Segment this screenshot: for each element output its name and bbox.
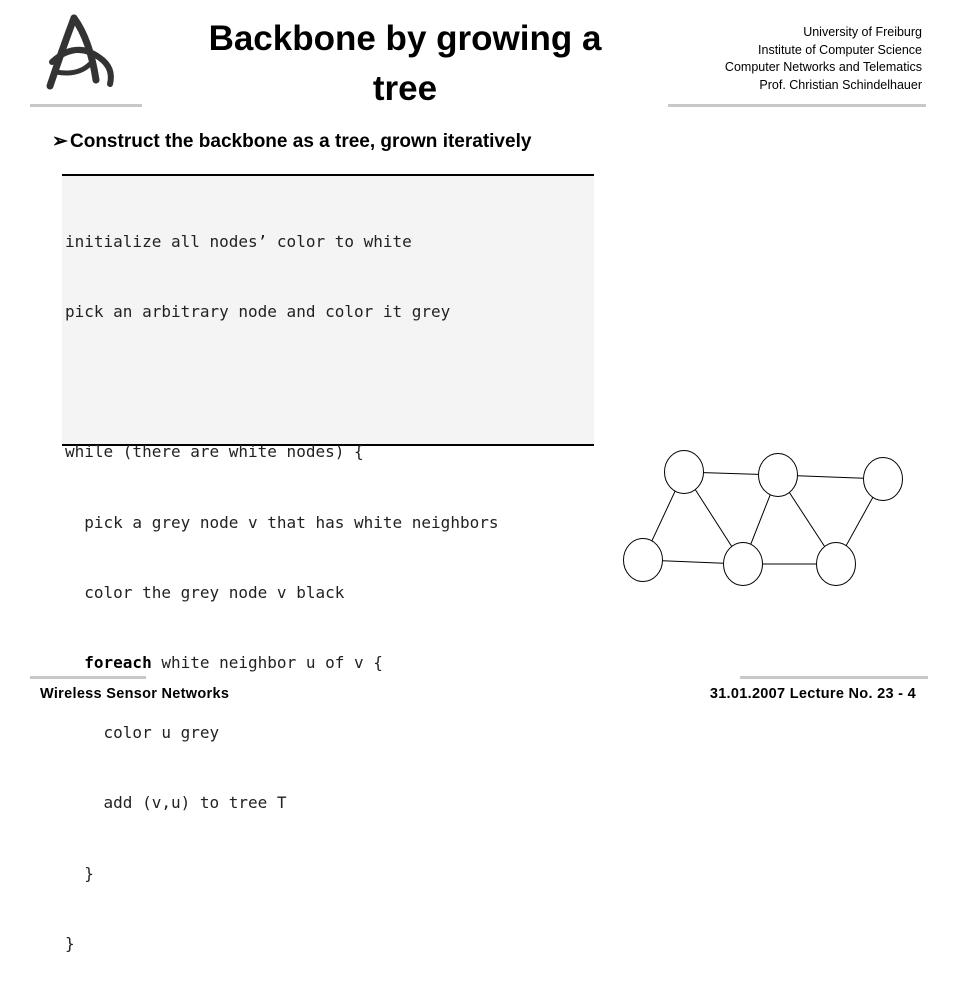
affiliation-block bbox=[725, 24, 922, 94]
graph-node bbox=[817, 543, 856, 586]
graph-edge bbox=[695, 488, 733, 547]
code-line: initialize all nodes’ color to white bbox=[65, 231, 412, 251]
footer-divider-left bbox=[30, 676, 146, 679]
code-line: while (there are white nodes) { bbox=[65, 442, 364, 462]
graph-node bbox=[724, 543, 763, 586]
graph-diagram bbox=[600, 440, 930, 600]
title-line-2: tree bbox=[372, 69, 438, 108]
affiliation-professor: Prof. Christian Schindelhauer bbox=[759, 77, 922, 92]
graph-edge bbox=[845, 496, 873, 547]
affiliation-university: University of Freiburg bbox=[803, 25, 922, 39]
graph-edge bbox=[797, 476, 863, 479]
code-line: foreach white neighbor u of v { bbox=[84, 653, 383, 673]
code-line: } bbox=[65, 933, 75, 953]
code-line bbox=[65, 370, 498, 393]
affiliation-group: Computer Networks and Telematics bbox=[724, 60, 922, 74]
foreach-keyword: foreach bbox=[84, 653, 152, 673]
header-divider-left bbox=[30, 104, 142, 107]
freiburg-logo-icon bbox=[30, 10, 145, 115]
graph-node bbox=[665, 451, 704, 494]
code-line: color u grey bbox=[103, 723, 220, 743]
graph-node bbox=[864, 458, 903, 501]
graph-node bbox=[759, 454, 798, 497]
bullet-point bbox=[52, 130, 531, 153]
university-logo bbox=[30, 10, 145, 115]
footer-divider-right bbox=[740, 676, 928, 679]
graph-edge bbox=[662, 561, 723, 563]
graph-edge bbox=[750, 493, 771, 546]
network-graph bbox=[600, 440, 930, 600]
code-line: pick a grey node v that has white neighbors bbox=[84, 512, 499, 532]
code-line: color the grey node v black bbox=[84, 582, 345, 602]
bullet-arrow-icon: ➢ bbox=[52, 131, 68, 152]
graph-edge bbox=[651, 490, 676, 543]
bullet-text: Construct the backbone as a tree, grown iteratively bbox=[70, 131, 532, 152]
pseudocode bbox=[65, 183, 498, 1002]
graph-edge bbox=[789, 491, 826, 547]
course-name: Wireless Sensor Networks bbox=[40, 686, 230, 702]
graph-node bbox=[624, 539, 663, 582]
header-divider-right bbox=[668, 104, 926, 107]
lecture-info: 31.01.2007 Lecture No. 23 - 4 bbox=[709, 686, 916, 702]
code-line: add (v,u) to tree T bbox=[103, 793, 287, 813]
affiliation-institute: Institute of Computer Science bbox=[758, 42, 922, 57]
slide-title bbox=[160, 14, 650, 114]
title-line-1: Backbone by growing a bbox=[208, 19, 602, 58]
code-line: } bbox=[84, 863, 94, 883]
code-line: pick an arbitrary node and color it grey bbox=[65, 302, 451, 322]
graph-edge bbox=[703, 473, 758, 475]
